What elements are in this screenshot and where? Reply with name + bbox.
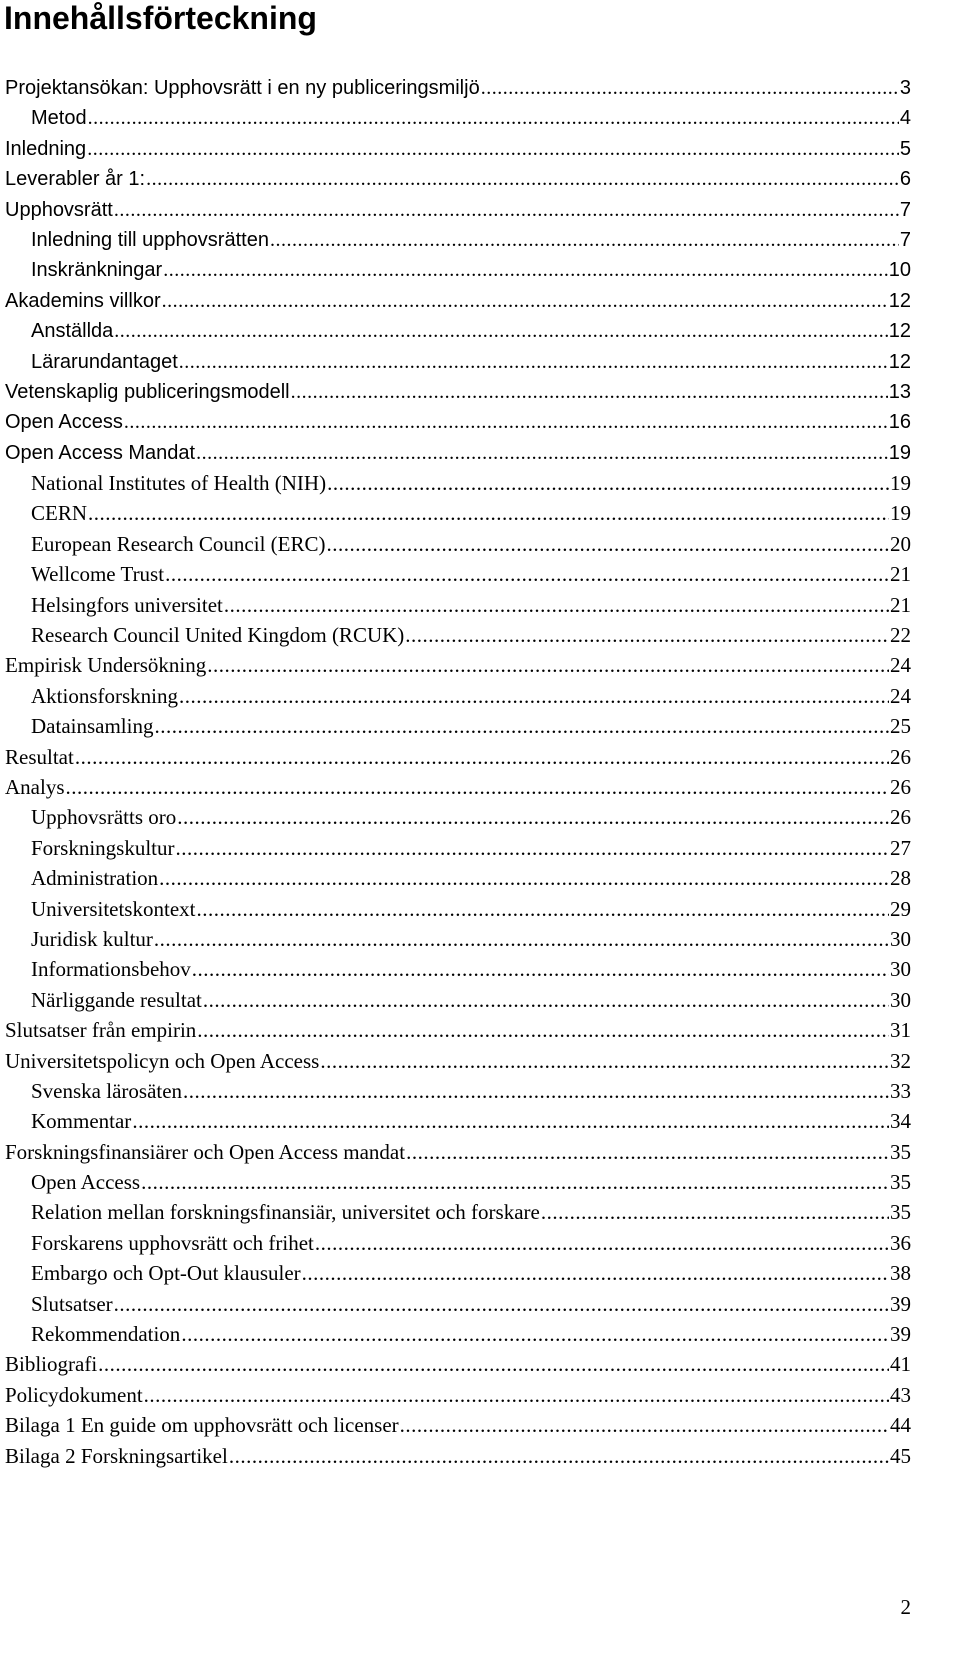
toc-entry-page: 35 — [890, 1170, 911, 1195]
toc-entry[interactable] — [5, 1441, 911, 1471]
toc-entry-title: Universitetspolicyn och Open Access — [5, 1048, 320, 1073]
toc-dot-leader — [177, 802, 889, 832]
toc-entry-title: Kommentar — [31, 1109, 132, 1134]
toc-entry-page: 35 — [890, 1139, 911, 1164]
toc-entry[interactable] — [5, 833, 911, 863]
toc-entry-page: 21 — [890, 592, 911, 617]
toc-entry-page: 27 — [890, 835, 911, 860]
toc-entry[interactable] — [5, 1349, 911, 1379]
toc-dot-leader — [176, 833, 889, 863]
toc-dot-leader — [98, 1349, 889, 1379]
toc-entry-title: Policydokument — [5, 1382, 143, 1407]
toc-entry[interactable] — [5, 1380, 911, 1410]
toc-entry-page: 41 — [890, 1352, 911, 1377]
toc-entry-title: Empirisk Undersökning — [5, 653, 207, 678]
toc-dot-leader — [315, 1228, 889, 1258]
toc-dot-leader — [75, 742, 889, 772]
toc-entry-title: Bilaga 2 Forskningsartikel — [5, 1443, 228, 1468]
toc-dot-leader — [327, 468, 889, 498]
toc-entry-page: 19 — [890, 501, 911, 526]
toc-entry-title: Open Access Mandat — [5, 441, 196, 464]
toc-entry[interactable] — [5, 681, 911, 711]
toc-entry[interactable] — [5, 1137, 911, 1167]
toc-entry-title: Inskränkningar — [31, 259, 163, 282]
toc-entry[interactable] — [5, 1015, 911, 1045]
toc-dot-leader — [163, 255, 888, 285]
toc-dot-leader — [481, 73, 899, 103]
toc-entry-title: Datainsamling — [31, 714, 154, 739]
toc-dot-leader — [88, 103, 899, 133]
toc-entry-title: Research Council United Kingdom (RCUK) — [31, 623, 405, 648]
toc-entry-page: 30 — [890, 957, 911, 982]
page-title: Innehållsförteckning — [4, 0, 317, 36]
toc-entry-page: 33 — [890, 1078, 911, 1103]
toc-entry[interactable] — [5, 195, 911, 225]
toc-entry-page: 12 — [888, 289, 911, 312]
page-number: 2 — [900, 1595, 911, 1619]
toc-entry-title: Lärarundantaget — [31, 350, 178, 373]
toc-entry-page: 7 — [899, 228, 911, 251]
toc-entry[interactable] — [5, 347, 911, 377]
toc-dot-leader — [114, 195, 899, 225]
toc-entry-title: Slutsatser från empirin — [5, 1018, 197, 1043]
toc-dot-leader — [192, 954, 889, 984]
toc-dot-leader — [114, 1289, 889, 1319]
toc-entry-page: 38 — [890, 1261, 911, 1286]
toc-entry-title: Universitetskontext — [31, 896, 196, 921]
toc-entry[interactable] — [5, 1046, 911, 1076]
toc-dot-leader — [406, 1137, 889, 1167]
toc-entry-title: Open Access — [31, 1170, 141, 1195]
toc-entry-page: 36 — [890, 1230, 911, 1255]
toc-entry[interactable] — [5, 134, 911, 164]
toc-dot-leader — [196, 894, 889, 924]
toc-dot-leader — [154, 924, 889, 954]
toc-dot-leader — [327, 529, 890, 559]
toc-entry[interactable] — [5, 620, 911, 650]
toc-entry-page: 30 — [890, 987, 911, 1012]
toc-entry-title: Forskarens upphovsrätt och frihet — [31, 1230, 314, 1255]
toc-entry[interactable] — [5, 985, 911, 1015]
toc-dot-leader — [165, 559, 889, 589]
toc-entry-page: 26 — [890, 774, 911, 799]
toc-dot-leader — [66, 772, 890, 802]
toc-entry-title: Svenska lärosäten — [31, 1078, 183, 1103]
toc-dot-leader — [141, 1167, 889, 1197]
toc-entry-title: Forskningskultur — [31, 835, 175, 860]
toc-entry-title: Helsingfors universitet — [31, 592, 223, 617]
toc-entry[interactable] — [5, 954, 911, 984]
toc-dot-leader — [88, 498, 889, 528]
toc-dot-leader — [159, 863, 889, 893]
toc-entry-page: 26 — [890, 805, 911, 830]
toc-entry-title: Aktionsforskning — [31, 683, 178, 708]
toc-entry[interactable] — [5, 164, 911, 194]
toc-dot-leader — [291, 377, 888, 407]
toc-dot-leader — [183, 1076, 889, 1106]
toc-entry[interactable] — [5, 1258, 911, 1288]
toc-entry[interactable] — [5, 1167, 911, 1197]
toc-entry[interactable] — [5, 650, 911, 680]
toc-entry[interactable] — [5, 1319, 911, 1349]
toc-entry-title: Slutsatser — [31, 1291, 113, 1316]
toc-dot-leader — [154, 711, 889, 741]
toc-entry[interactable] — [5, 772, 911, 802]
toc-entry[interactable] — [5, 468, 911, 498]
toc-dot-leader — [541, 1197, 889, 1227]
toc-dot-leader — [405, 620, 889, 650]
toc-entry[interactable] — [5, 742, 911, 772]
toc-dot-leader — [179, 347, 888, 377]
toc-entry-page: 3 — [899, 77, 911, 99]
toc-entry[interactable] — [5, 255, 911, 285]
toc-entry-title: Upphovsrätts oro — [31, 805, 177, 830]
toc-dot-leader — [132, 1106, 889, 1136]
toc-entry[interactable] — [5, 1289, 911, 1319]
toc-entry-page: 6 — [899, 168, 911, 191]
toc-dot-leader — [114, 316, 887, 346]
toc-entry[interactable] — [5, 1410, 911, 1440]
toc-dot-leader — [320, 1046, 889, 1076]
toc-entry-page: 4 — [899, 107, 911, 130]
toc-entry[interactable] — [5, 438, 911, 468]
toc-entry[interactable] — [5, 802, 911, 832]
toc-entry-title: Akademins villkor — [5, 289, 161, 312]
toc-entry-page: 12 — [888, 320, 911, 343]
toc-entry-page: 24 — [890, 683, 911, 708]
toc-dot-leader — [224, 590, 889, 620]
toc-entry-page: 19 — [890, 471, 911, 496]
toc-dot-leader — [162, 286, 888, 316]
toc-dot-leader — [124, 407, 888, 437]
toc-dot-leader — [229, 1441, 889, 1471]
toc-entry-page: 16 — [888, 411, 911, 434]
toc-entry[interactable] — [5, 924, 911, 954]
toc-entry[interactable] — [5, 407, 911, 437]
toc-entry-page: 28 — [890, 866, 911, 891]
toc-entry-page: 45 — [890, 1443, 911, 1468]
toc-entry-page: 26 — [890, 744, 911, 769]
toc-entry-page: 39 — [890, 1291, 911, 1316]
toc-entry[interactable] — [5, 1076, 911, 1106]
toc-entry[interactable] — [5, 286, 911, 316]
toc-dot-leader — [87, 134, 899, 164]
table-of-contents — [5, 73, 911, 1471]
toc-entry-page: 20 — [890, 531, 911, 556]
toc-entry-title: Analys — [5, 774, 65, 799]
toc-entry-page: 35 — [890, 1200, 911, 1225]
toc-entry-page: 25 — [890, 714, 911, 739]
toc-entry-title: Juridisk kultur — [31, 926, 153, 951]
toc-entry[interactable] — [5, 73, 911, 103]
toc-entry-page: 43 — [890, 1382, 911, 1407]
toc-entry-page: 19 — [888, 441, 911, 464]
toc-entry-title: Embargo och Opt-Out klausuler — [31, 1261, 301, 1286]
toc-entry-page: 22 — [890, 623, 911, 648]
toc-entry-page: 39 — [890, 1322, 911, 1347]
toc-entry[interactable] — [5, 316, 911, 346]
toc-entry-title: European Research Council (ERC) — [31, 531, 326, 556]
toc-dot-leader — [207, 650, 889, 680]
toc-entry[interactable] — [5, 1197, 911, 1227]
toc-entry-title: Bilaga 1 En guide om upphovsrätt och licenser — [5, 1413, 399, 1438]
toc-entry-page: 10 — [888, 259, 911, 282]
toc-entry-title: Upphovsrätt — [5, 198, 113, 221]
toc-dot-leader — [196, 438, 888, 468]
toc-entry[interactable] — [5, 498, 911, 528]
toc-entry-title: Bibliografi — [5, 1352, 98, 1377]
toc-entry-title: Vetenskaplig publiceringsmodell — [5, 380, 290, 403]
toc-entry-page: 24 — [890, 653, 911, 678]
toc-entry-title: Projektansökan: Upphovsrätt i en ny publiceringsmiljö — [5, 77, 480, 99]
toc-entry-page: 5 — [899, 137, 911, 160]
toc-entry-page: 12 — [888, 350, 911, 373]
toc-entry[interactable] — [5, 711, 911, 741]
toc-entry-page: 31 — [890, 1018, 911, 1043]
toc-entry-title: Wellcome Trust — [31, 562, 165, 587]
toc-entry[interactable] — [5, 590, 911, 620]
toc-entry-page: 29 — [890, 896, 911, 921]
toc-entry-title: Metod — [31, 107, 87, 130]
toc-entry-title: Inledning till upphovsrätten — [31, 228, 269, 251]
toc-dot-leader — [203, 985, 889, 1015]
toc-entry-page: 7 — [899, 198, 911, 221]
toc-entry[interactable] — [5, 377, 911, 407]
toc-entry-title: Resultat — [5, 744, 74, 769]
toc-entry[interactable] — [5, 559, 911, 589]
toc-entry-title: Anställda — [31, 320, 114, 343]
toc-entry-title: Leverabler år 1: — [5, 168, 146, 191]
toc-entry-page: 34 — [890, 1109, 911, 1134]
toc-entry[interactable] — [5, 103, 911, 133]
toc-entry-page: 32 — [890, 1048, 911, 1073]
toc-entry-title: Informationsbehov — [31, 957, 191, 982]
toc-entry-title: Relation mellan forskningsfinansiär, universitet och forskare — [31, 1200, 540, 1225]
toc-entry[interactable] — [5, 894, 911, 924]
toc-entry[interactable] — [5, 529, 911, 559]
toc-dot-leader — [181, 1319, 889, 1349]
toc-entry-title: CERN — [31, 501, 88, 526]
toc-dot-leader — [197, 1015, 889, 1045]
toc-dot-leader — [146, 164, 899, 194]
toc-entry-title: Närliggande resultat — [31, 987, 202, 1012]
toc-dot-leader — [302, 1258, 889, 1288]
toc-entry-page: 13 — [888, 380, 911, 403]
toc-entry[interactable] — [5, 1228, 911, 1258]
toc-entry[interactable] — [5, 1106, 911, 1136]
toc-entry-title: Inledning — [5, 137, 87, 160]
toc-entry-title: Administration — [31, 866, 159, 891]
toc-entry-page: 21 — [890, 562, 911, 587]
toc-entry[interactable] — [5, 225, 911, 255]
toc-entry-page: 30 — [890, 926, 911, 951]
toc-entry-title: Open Access — [5, 411, 123, 434]
toc-entry-title: National Institutes of Health (NIH) — [31, 471, 327, 496]
toc-dot-leader — [270, 225, 899, 255]
toc-entry-title: Forskningsfinansiärer och Open Access mandat — [5, 1139, 406, 1164]
toc-entry-page: 44 — [890, 1413, 911, 1438]
toc-dot-leader — [179, 681, 889, 711]
toc-entry[interactable] — [5, 863, 911, 893]
toc-entry-title: Rekommendation — [31, 1322, 181, 1347]
toc-dot-leader — [144, 1380, 889, 1410]
toc-dot-leader — [400, 1410, 889, 1440]
